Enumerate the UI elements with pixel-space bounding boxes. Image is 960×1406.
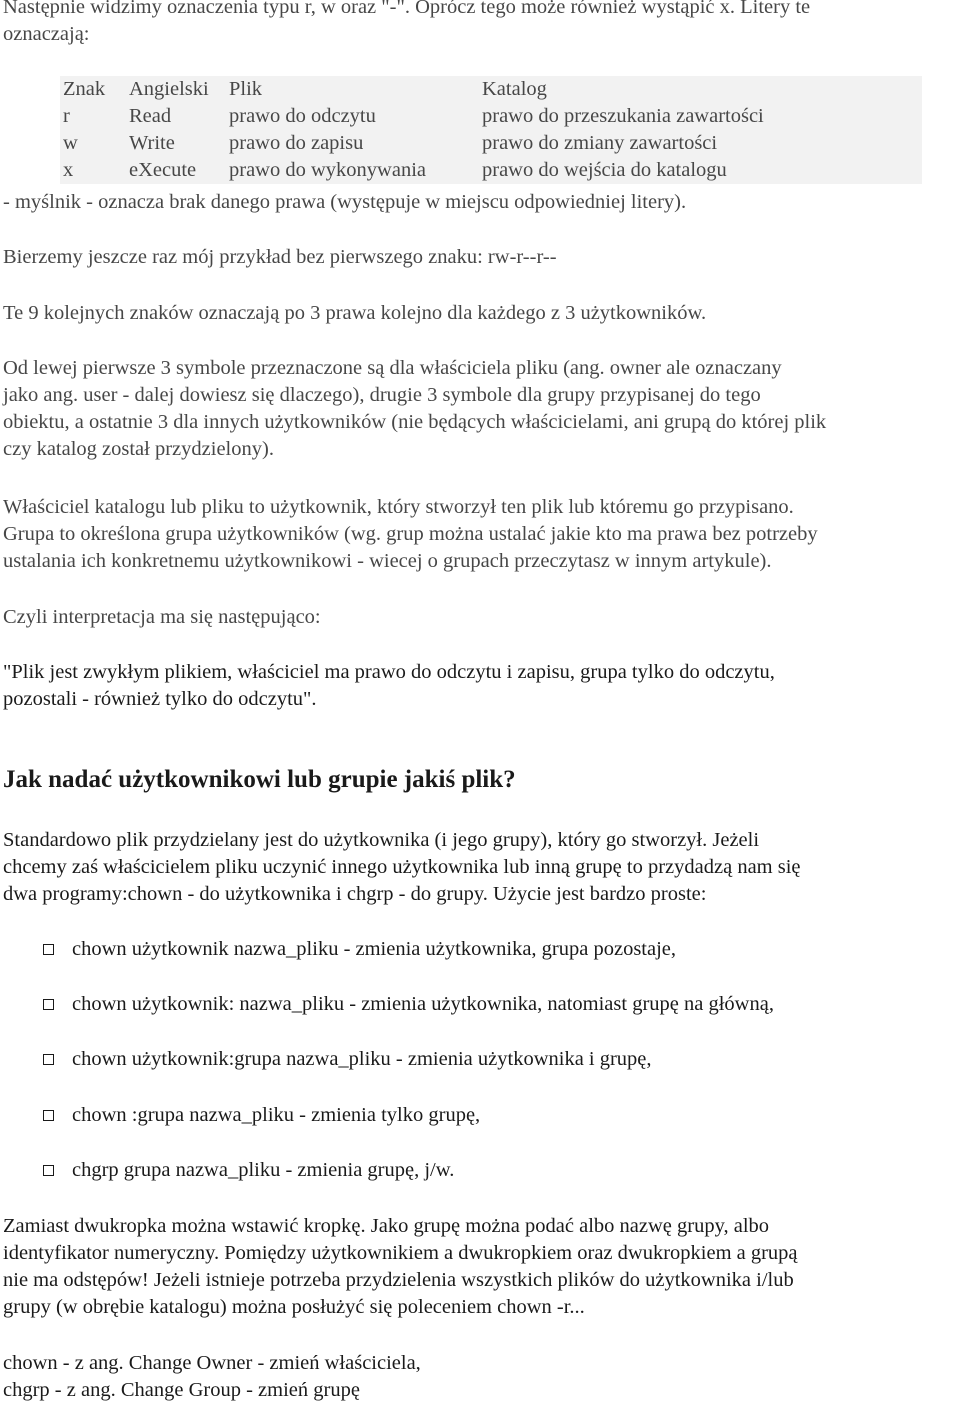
table-cell: x [60,157,126,184]
list-item-text: chown użytkownik:grupa nazwa_pliku - zmienia użytkownika i grupę, [72,1048,652,1070]
table-cell: prawo do zmiany zawartości [479,130,922,157]
table-header-cell: Katalog [479,76,922,103]
intro-line-1: Następnie widzimy oznaczenia typu r, w oraz "-". Oprócz tego może również wystąpić x. Litery te [3,0,811,18]
list-item [43,1157,454,1184]
table-cell: prawo do odczytu [226,103,479,130]
quote-line: pozostali - również tylko do odczytu". [3,688,317,710]
table-row [60,157,922,184]
paragraph-interpretation: Czyli interpretacja ma się następująco: [3,606,321,628]
list-item-text: chown :grupa nazwa_pliku - zmienia tylko grupę, [72,1104,481,1126]
list-item-text: chgrp grupa nazwa_pliku - zmienia grupę, j/w. [72,1159,455,1181]
paragraph-standard-line: chcemy zaś właścicielem pliku uczynić innego użytkownika lub inną grupę to przydadzą nam się [3,856,801,878]
paragraph-colon-line: identyfikator numeryczny. Pomiędzy użytkownikiem a dwukropkiem oraz dwukropkiem a grupą [3,1242,798,1264]
list-item [43,1046,652,1073]
paragraph-groups-line: Od lewej pierwsze 3 symbole przeznaczone są dla właściciela pliku (ang. owner ale oznaczany [3,357,782,379]
table-row [60,103,922,130]
table-cell: prawo do zapisu [226,130,479,157]
paragraph-owner-line: ustalania ich konkretnemu użytkownikowi - wiecej o grupach przeczytasz w innym artykule). [3,550,772,572]
square-bullet-icon [43,1165,54,1176]
square-bullet-icon [43,1110,54,1121]
intro-line-2: oznaczają: [3,23,90,45]
paragraph-standard-line: Standardowo plik przydzielany jest do użytkownika (i jego grupy), który go stworzył. Jeżeli [3,829,760,851]
list-item-text: chown użytkownik: nazwa_pliku - zmienia użytkownika, natomiast grupę na główną, [72,993,774,1015]
table-header-row [60,76,922,103]
table-cell: prawo do wykonywania [226,157,479,184]
table-cell: r [60,103,126,130]
list-item [43,936,676,963]
table-header-cell: Plik [226,76,479,103]
permissions-table [60,76,922,184]
square-bullet-icon [43,1054,54,1065]
paragraph-groups-line: obiektu, a ostatnie 3 dla innych użytkowników (nie będących właścicielami, ani grupą do której plik [3,411,827,433]
list-item-text: chown użytkownik nazwa_pliku - zmienia użytkownika, grupa pozostaje, [72,938,677,960]
paragraph-nine-chars: Te 9 kolejnych znaków oznaczają po 3 prawa kolejno dla każdego z 3 użytkowników. [3,302,707,324]
table-header-cell: Angielski [126,76,226,103]
table-cell: Read [126,103,226,130]
quote-line: "Plik jest zwykłym plikiem, właściciel ma prawo do odczytu i zapisu, grupa tylko do odczytu, [3,661,775,683]
square-bullet-icon [43,999,54,1010]
paragraph-colon-line: nie ma odstępów! Jeżeli istnieje potrzeba przydzielenia wszystkich plików do użytkownika i/lub [3,1269,794,1291]
dash-note: - myślnik - oznacza brak danego prawa (występuje w miejscu odpowiedniej litery). [3,191,687,213]
paragraph-example: Bierzemy jeszcze raz mój przykład bez pierwszego znaku: rw-r--r-- [3,246,557,268]
table-cell: Write [126,130,226,157]
section-heading: Jak nadać użytkownikowi lub grupie jakiś plik? [3,766,516,793]
paragraph-owner-line: Właściciel katalogu lub pliku to użytkownik, który stworzył ten plik lub któremu go przypisano. [3,496,794,518]
footer-line: chown - z ang. Change Owner - zmień właściciela, [3,1352,421,1374]
paragraph-colon-line: grupy (w obrębie katalogu) można posłużyć się poleceniem chown -r... [3,1296,585,1318]
paragraph-standard-line: dwa programy:chown - do użytkownika i chgrp - do grupy. Użycie jest bardzo proste: [3,883,707,905]
list-item [43,991,774,1018]
list-item [43,1102,480,1129]
paragraph-groups-line: czy katalog został przydzielony). [3,438,274,460]
paragraph-owner-line: Grupa to określona grupa użytkowników (wg. grup można ustalać jakie kto ma prawa bez potrzeby [3,523,818,545]
paragraph-colon-line: Zamiast dwukropka można wstawić kropkę. Jako grupę można podać albo nazwę grupy, albo [3,1215,770,1237]
table-cell: prawo do przeszukania zawartości [479,103,922,130]
table-cell: w [60,130,126,157]
table-row [60,130,922,157]
footer-line: chgrp - z ang. Change Group - zmień grupę [3,1379,360,1401]
paragraph-groups-line: jako ang. user - dalej dowiesz się dlaczego), drugie 3 symbole dla grupy przypisanej do tego [3,384,761,406]
table-header-cell: Znak [60,76,126,103]
table-cell: prawo do wejścia do katalogu [479,157,922,184]
square-bullet-icon [43,944,54,955]
table-cell: eXecute [126,157,226,184]
